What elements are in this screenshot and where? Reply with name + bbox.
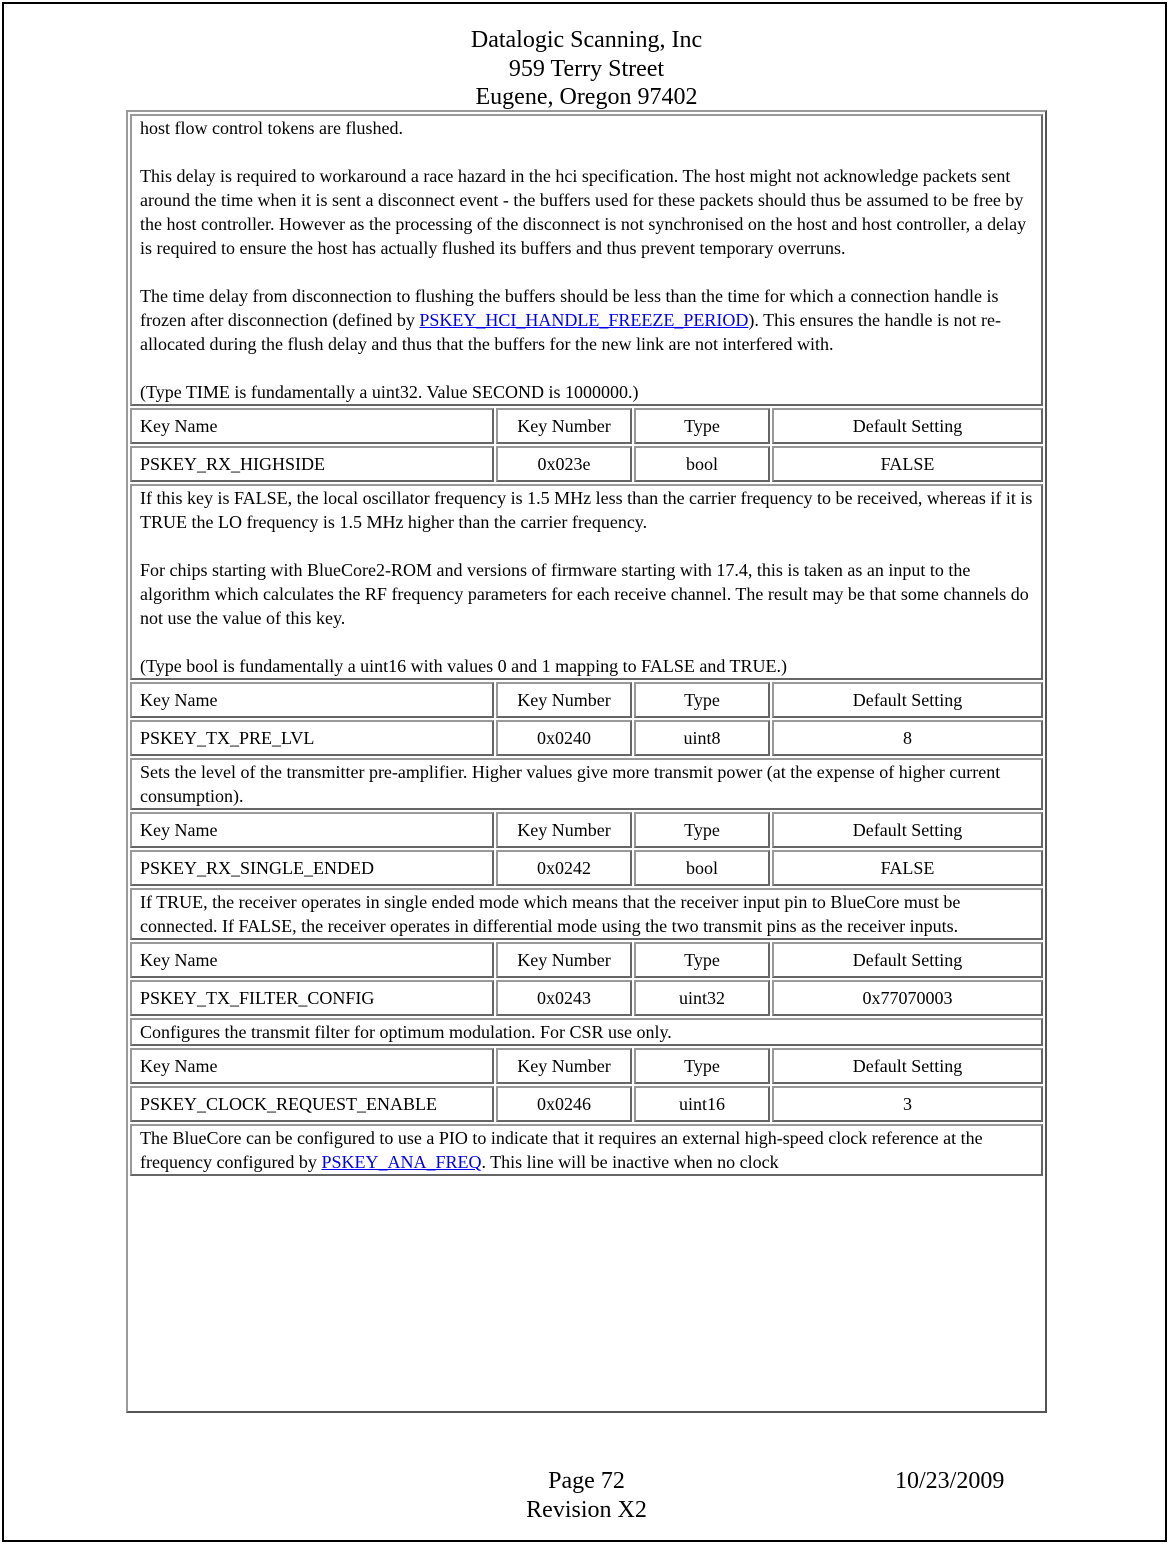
default-setting-header: Default Setting xyxy=(772,408,1043,444)
default-setting-cell: 0x77070003 xyxy=(772,980,1043,1016)
column-header-row xyxy=(130,682,1043,718)
default-setting-header: Default Setting xyxy=(772,942,1043,978)
column-header-row xyxy=(130,408,1043,444)
default-setting-header: Default Setting xyxy=(772,682,1043,718)
key-number-cell: 0x0240 xyxy=(496,720,632,756)
key-name-cell: PSKEY_TX_FILTER_CONFIG xyxy=(130,980,494,1016)
column-header-row xyxy=(130,812,1043,848)
default-setting-cell: 3 xyxy=(772,1086,1043,1122)
key-name-cell: PSKEY_RX_HIGHSIDE xyxy=(130,446,494,482)
pskey-ana-freq-link[interactable]: PSKEY_ANA_FREQ xyxy=(321,1152,482,1172)
description-paragraph: Sets the level of the transmitter pre-amplifier. Higher values give more transmit power (at the expense of higher current consumption). xyxy=(140,762,1001,806)
type-cell: bool xyxy=(634,850,770,886)
default-setting-header: Default Setting xyxy=(772,812,1043,848)
description-paragraph: If this key is FALSE, the local oscillator frequency is 1.5 MHz less than the carrier frequency to be received, whereas if it is TRUE the LO frequency is 1.5 MHz higher than the carrier frequency. xyxy=(140,488,1033,532)
intro-description xyxy=(130,114,1043,406)
key-name-cell: PSKEY_CLOCK_REQUEST_ENABLE xyxy=(130,1086,494,1122)
key-row xyxy=(130,980,1043,1016)
key-name-cell: PSKEY_RX_SINGLE_ENDED xyxy=(130,850,494,886)
key-row xyxy=(130,850,1043,886)
street-address: 959 Terry Street xyxy=(508,55,665,82)
key-name-header: Key Name xyxy=(130,408,494,444)
pskey-hci-handle-freeze-period-link[interactable]: PSKEY_HCI_HANDLE_FREEZE_PERIOD xyxy=(419,310,749,330)
key-description xyxy=(130,1124,1043,1176)
description-paragraph: Configures the transmit filter for optimum modulation. For CSR use only. xyxy=(140,1022,672,1042)
type-cell: uint32 xyxy=(634,980,770,1016)
default-setting-cell: FALSE xyxy=(772,850,1043,886)
type-header: Type xyxy=(634,1048,770,1084)
column-header-row xyxy=(130,1048,1043,1084)
key-description xyxy=(130,758,1043,810)
description-paragraph: If TRUE, the receiver operates in single ended mode which means that the receiver input pin to BlueCore must be connected. If FALSE, the receiver operates in differential mode using the two transmit pins as the receiver inputs. xyxy=(140,892,961,936)
description-paragraph: For chips starting with BlueCore2-ROM and versions of firmware starting with 17.4, this is taken as an input to the algorithm which calculates the RF frequency parameters for each receive channel. The result may be that some channels do not use the value of this key. xyxy=(140,560,1029,628)
key-description xyxy=(130,484,1043,680)
intro-paragraph: host flow control tokens are flushed. xyxy=(140,118,403,138)
text-span: The BlueCore can be configured to use a PIO to indicate that it requires an external high-speed clock reference at the frequency configured by xyxy=(140,1128,983,1172)
key-number-cell: 0x0246 xyxy=(496,1086,632,1122)
default-setting-cell: FALSE xyxy=(772,446,1043,482)
key-name-cell: PSKEY_TX_PRE_LVL xyxy=(130,720,494,756)
key-number-cell: 0x0243 xyxy=(496,980,632,1016)
key-row xyxy=(130,1086,1043,1122)
company-name: Datalogic Scanning, Inc xyxy=(470,27,703,53)
description-paragraph xyxy=(140,1126,1033,1174)
default-setting-cell: 8 xyxy=(772,720,1043,756)
type-header: Type xyxy=(634,812,770,848)
key-description xyxy=(130,888,1043,940)
intro-paragraph: (Type TIME is fundamentally a uint32. Value SECOND is 1000000.) xyxy=(140,382,639,402)
key-name-header: Key Name xyxy=(130,942,494,978)
key-number-header: Key Number xyxy=(496,942,632,978)
revision-label: Revision X2 xyxy=(526,1497,647,1523)
key-row xyxy=(130,446,1043,482)
key-name-header: Key Name xyxy=(130,812,494,848)
key-number-cell: 0x023e xyxy=(496,446,632,482)
key-name-header: Key Name xyxy=(130,682,494,718)
text-span: ). This ensures the handle is not re-allocated during the flush delay and thus that the buffers for the new link are not interfered with. xyxy=(140,310,1002,354)
type-cell: uint8 xyxy=(634,720,770,756)
pskey-document xyxy=(126,110,1047,1413)
key-number-header: Key Number xyxy=(496,408,632,444)
intro-paragraph xyxy=(140,284,1033,356)
city-address: Eugene, Oregon 97402 xyxy=(475,84,698,110)
type-cell: uint16 xyxy=(634,1086,770,1122)
type-header: Type xyxy=(634,682,770,718)
text-span: . This line will be inactive when no clock xyxy=(481,1152,779,1172)
key-description xyxy=(130,1018,1043,1046)
text-span: The time delay from disconnection to flushing the buffers should be less than the time for which a connection handle is frozen after disconnection (defined by xyxy=(140,286,999,330)
type-header: Type xyxy=(634,942,770,978)
key-number-cell: 0x0242 xyxy=(496,850,632,886)
key-row xyxy=(130,720,1043,756)
key-number-header: Key Number xyxy=(496,1048,632,1084)
key-number-header: Key Number xyxy=(496,812,632,848)
column-header-row xyxy=(130,942,1043,978)
key-number-header: Key Number xyxy=(496,682,632,718)
pskey-table xyxy=(128,112,1045,1178)
page-number: Page 72 xyxy=(548,1468,625,1494)
footer-date: 10/23/2009 xyxy=(895,1468,1005,1494)
key-name-header: Key Name xyxy=(130,1048,494,1084)
default-setting-header: Default Setting xyxy=(772,1048,1043,1084)
letterhead xyxy=(0,26,1173,112)
description-paragraph: (Type bool is fundamentally a uint16 with values 0 and 1 mapping to FALSE and TRUE.) xyxy=(140,656,787,676)
type-cell: bool xyxy=(634,446,770,482)
type-header: Type xyxy=(634,408,770,444)
intro-paragraph: This delay is required to workaround a race hazard in the hci specification. The host might not acknowledge packets sent around the time when it is sent a disconnect event - the buffers used for these packets should thus be assumed to be free by the host controller. However as the processing of the disconnect is not synchronised on the host and host controller, a delay is required to ensure the host has actually flushed its buffers and thus prevent temporary overruns. xyxy=(140,166,1027,258)
